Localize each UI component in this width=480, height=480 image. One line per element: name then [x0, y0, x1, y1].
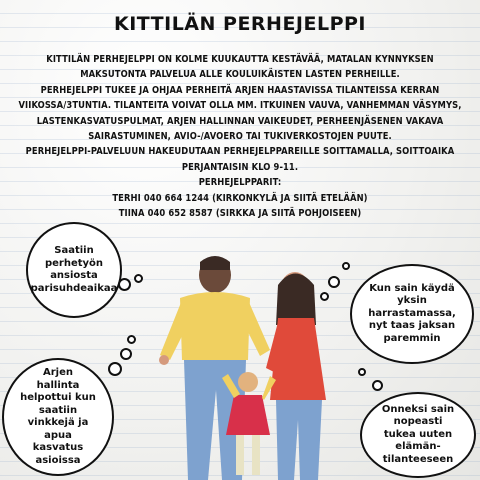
- bubble-dot: [134, 274, 143, 283]
- description-text: PERHEJELPPI TUKEE JA OHJAA PERHEITÄ ARJEN HAASTAVISSA TILANTEISSA KERRAN VIIKOSSA/3TUNTIA. TILANTEITA VOIVAT OLLA MM. ITKUINEN VAUVA, VANHEMMAN VÄSYMYS, LASTENKASVATUSPULMAT, ARJEN HALLINNAN VAIKEUDET, PERHEENJÄSENEN VAKAVA SAIRASTUMINEN, AVIO-/AVOERO TAI TUKIVERKOSTOJEN PUUTE.: [18, 84, 462, 143]
- contacts-heading: PERHEJELPPARIT:: [198, 177, 282, 189]
- application-text: PERHEJELPPI-PALVELUUN HAKEUDUTAAN PERHEJELPPAREILLE SOITTAMALLA, SOITTOAIKA PERJANTAISIN KLO 9-11.: [25, 146, 455, 173]
- bubble-dot: [108, 362, 122, 376]
- bubble-dot: [328, 276, 340, 288]
- info-text: [18, 52, 462, 221]
- contact-terhi: TERHI 040 664 1244 (KIRKONKYLÄ JA SIITÄ ETELÄÄN): [112, 192, 368, 204]
- contact-tiina: TIINA 040 652 8587 (SIRKKA JA SIITÄ POHJOISEEN): [118, 208, 362, 220]
- speech-bubble-bottom-left: Arjen hallinta helpottui kun saatiin vinkkejä ja apua kasvatus asioissa: [2, 358, 114, 476]
- bubble-dot: [120, 348, 132, 360]
- bubble-dot: [372, 380, 383, 391]
- speech-bubble-top-right: Kun sain käydä yksin harrastamassa, nyt taas jaksan paremmin: [350, 264, 474, 364]
- bubble-dot: [342, 262, 350, 270]
- speech-bubble-bottom-right: Onneksi sain nopeasti tukea uuten elämän-tilanteeseen: [360, 392, 476, 478]
- intro-text: KITTILÄN PERHEJELPPI ON KOLME KUUKAUTTA KESTÄVÄÄ, MATALAN KYNNYKSEN MAKSUTONTA PALVELUA ALLE KOULUIKÄISTEN LASTEN PERHEILLE.: [46, 54, 434, 81]
- page-title: KITTILÄN PERHEJELPPI: [113, 13, 367, 35]
- bubble-dot: [358, 368, 366, 376]
- bubble-dot: [127, 335, 136, 344]
- bubble-dot: [320, 292, 329, 301]
- mother-figure: [266, 272, 326, 480]
- speech-bubble-top-left: Saatiin perhetyön ansiosta parisuhdeaikaa: [26, 222, 122, 318]
- bubble-dot: [118, 278, 131, 291]
- family-illustration: [130, 250, 350, 480]
